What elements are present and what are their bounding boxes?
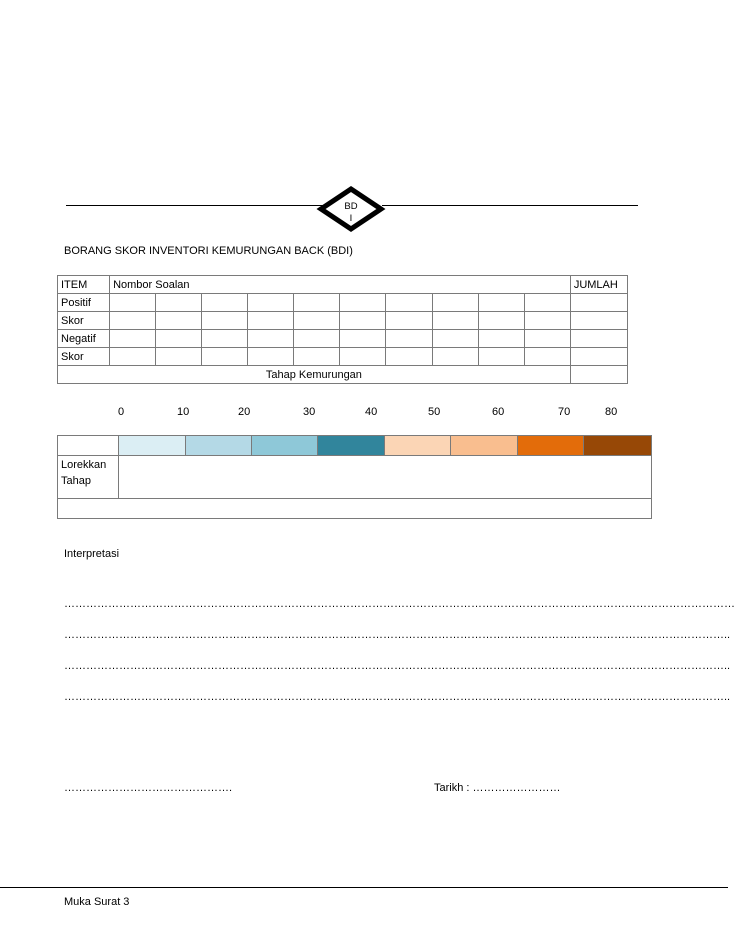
score-cell[interactable] — [202, 330, 248, 348]
shade-level-row — [58, 456, 652, 499]
interpretation-line[interactable]: ……………………………………………………………………………………………………………………………………………………………….. — [64, 660, 731, 672]
score-cell[interactable] — [340, 348, 386, 366]
score-cell[interactable] — [294, 348, 340, 366]
color-band-cell — [518, 436, 584, 456]
scale-label: 0 — [118, 406, 125, 418]
score-cell[interactable] — [248, 312, 294, 330]
score-cell[interactable] — [340, 312, 386, 330]
score-cell[interactable] — [110, 330, 156, 348]
score-cell[interactable] — [478, 330, 524, 348]
blank-row — [58, 498, 652, 518]
score-cell[interactable] — [478, 294, 524, 312]
shade-level-label-line2: Tahap — [61, 475, 91, 488]
score-cell[interactable] — [202, 312, 248, 330]
score-header-row — [58, 276, 628, 294]
score-cell[interactable] — [524, 348, 570, 366]
total-cell[interactable] — [570, 312, 627, 330]
score-cell[interactable] — [248, 330, 294, 348]
scale-label: 50 — [428, 406, 441, 418]
depression-scale-table — [57, 435, 652, 519]
shade-level-area[interactable] — [119, 456, 652, 499]
score-row-negative-score — [58, 348, 628, 366]
signature-line[interactable]: ………………………………………. — [64, 782, 233, 794]
color-band-cell — [119, 436, 186, 456]
score-cell[interactable] — [294, 330, 340, 348]
score-cell[interactable] — [432, 330, 478, 348]
score-cell[interactable] — [110, 312, 156, 330]
scale-label: 60 — [492, 406, 505, 418]
scale-label: 20 — [238, 406, 251, 418]
interpretation-label: Interpretasi — [64, 548, 120, 560]
score-cell[interactable] — [432, 312, 478, 330]
scale-labels — [0, 406, 728, 420]
score-cell[interactable] — [340, 294, 386, 312]
form-title: BORANG SKOR INVENTORI KEMURUNGAN BACK (BDI) — [64, 245, 353, 257]
total-cell[interactable] — [570, 348, 627, 366]
footer-rule — [0, 887, 728, 888]
color-band-cell — [252, 436, 318, 456]
question-number-header: Nombor Soalan — [110, 276, 571, 294]
score-cell[interactable] — [432, 348, 478, 366]
score-cell[interactable] — [478, 348, 524, 366]
score-cell[interactable] — [248, 294, 294, 312]
score-cell[interactable] — [294, 312, 340, 330]
score-cell[interactable] — [110, 348, 156, 366]
color-band-cell — [584, 436, 652, 456]
row-label: Skor — [58, 348, 110, 366]
score-row-positive-score — [58, 312, 628, 330]
logo-text-top: BD — [344, 201, 358, 212]
logo-text-bottom: I — [349, 213, 353, 224]
score-cell[interactable] — [156, 312, 202, 330]
total-cell[interactable] — [570, 294, 627, 312]
score-cell[interactable] — [110, 294, 156, 312]
score-cell[interactable] — [340, 330, 386, 348]
scale-label: 40 — [365, 406, 378, 418]
score-cell[interactable] — [386, 312, 432, 330]
score-cell[interactable] — [524, 330, 570, 348]
color-band-cell — [186, 436, 252, 456]
score-cell[interactable] — [386, 294, 432, 312]
depression-level-row — [58, 366, 628, 384]
score-cell[interactable] — [524, 312, 570, 330]
scale-label: 10 — [177, 406, 190, 418]
depression-level-cell[interactable] — [570, 366, 627, 384]
score-row-positive — [58, 294, 628, 312]
shade-level-label-line1: Lorekkan — [61, 459, 107, 472]
score-cell[interactable] — [478, 312, 524, 330]
score-table — [57, 275, 628, 384]
total-cell[interactable] — [570, 330, 627, 348]
scale-label: 30 — [303, 406, 316, 418]
color-band-cell — [451, 436, 518, 456]
score-cell[interactable] — [156, 348, 202, 366]
color-band-cell — [58, 436, 119, 456]
score-cell[interactable] — [386, 348, 432, 366]
score-cell[interactable] — [202, 294, 248, 312]
score-cell[interactable] — [156, 294, 202, 312]
interpretation-line[interactable]: ………………………………………………………………………………………………………………………………………………………………… — [64, 598, 735, 610]
score-cell[interactable] — [294, 294, 340, 312]
color-band-cell — [385, 436, 451, 456]
score-row-negative — [58, 330, 628, 348]
item-header: ITEM — [58, 276, 110, 294]
page-number: Muka Surat 3 — [64, 896, 130, 908]
shade-level-label — [58, 456, 119, 499]
total-header: JUMLAH — [570, 276, 627, 294]
date-field[interactable]: Tarikh : …………………… — [434, 782, 561, 794]
score-cell[interactable] — [202, 348, 248, 366]
color-band-cell — [318, 436, 385, 456]
row-label: Skor — [58, 312, 110, 330]
interpretation-line[interactable]: ……………………………………………………………………………………………………………………………………………………………….. — [64, 629, 731, 641]
row-label: Positif — [58, 294, 110, 312]
score-cell[interactable] — [248, 348, 294, 366]
row-label: Negatif — [58, 330, 110, 348]
blank-cell — [58, 498, 652, 518]
color-band-row — [58, 436, 652, 456]
header-rule-right — [382, 205, 638, 206]
depression-level-label: Tahap Kemurungan — [58, 366, 571, 384]
score-cell[interactable] — [156, 330, 202, 348]
interpretation-line[interactable]: ……………………………………………………………………………………………………………………………………………………………….. — [64, 691, 731, 703]
header-rule-left — [66, 205, 326, 206]
score-cell[interactable] — [524, 294, 570, 312]
score-cell[interactable] — [432, 294, 478, 312]
scale-label: 80 — [605, 406, 618, 418]
score-cell[interactable] — [386, 330, 432, 348]
scale-label: 70 — [558, 406, 571, 418]
